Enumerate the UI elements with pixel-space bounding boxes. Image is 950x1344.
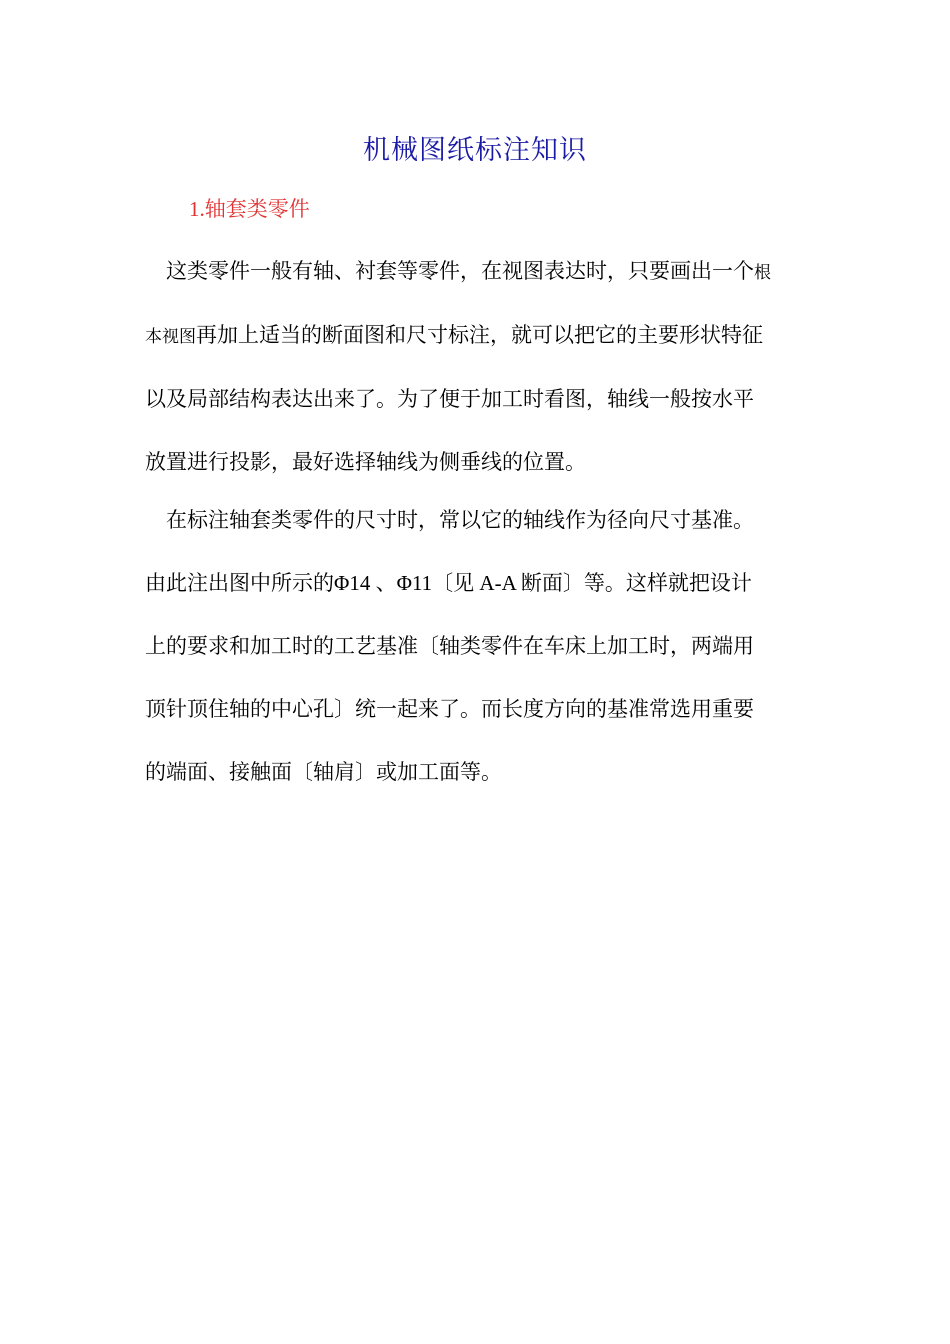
- paragraph-1-line-1: [145, 240, 810, 304]
- document-title: 机械图纸标注知识: [363, 135, 587, 165]
- paragraph-1-line-3: 以及局部结构表达出来了。为了便于加工时看图，轴线一般按水平: [145, 387, 754, 411]
- paragraph-1: [145, 240, 810, 494]
- section-heading: 1.轴套类零件: [189, 197, 310, 221]
- paragraph-1-line-2: [145, 304, 810, 368]
- paragraph-2-line-3: 上的要求和加工时的工艺基准〔轴类零件在车床上加工时，两端用: [145, 634, 754, 658]
- paragraph-1-line-4: 放置进行投影，最好选择轴线为侧垂线的位置。: [145, 450, 586, 474]
- paragraph-1-line-1-small-text: 根: [754, 263, 771, 282]
- paragraph-1-line-2-text: 再加上适当的断面图和尺寸标注，就可以把它的主要形状特征: [196, 323, 763, 347]
- paragraph-2-line-5: 的端面、接触面〔轴肩〕或加工面等。: [145, 760, 502, 784]
- paragraph-2-line-4: 顶针顶住轴的中心孔〕统一起来了。而长度方向的基准常选用重要: [145, 697, 754, 721]
- paragraph-2-line-2: 由此注出图中所示的Φ14 、Φ11〔见 A-A 断面〕等。这样就把设计: [145, 571, 752, 595]
- paragraph-1-line-2-small-text: 本视图: [145, 327, 196, 346]
- paragraph-1-line-1-text: 这类零件一般有轴、衬套等零件，在视图表达时，只要画出一个: [166, 259, 754, 283]
- paragraph-2: [145, 489, 810, 804]
- paragraph-2-line-1: 在标注轴套类零件的尺寸时，常以它的轴线作为径向尺寸基准。: [166, 508, 754, 532]
